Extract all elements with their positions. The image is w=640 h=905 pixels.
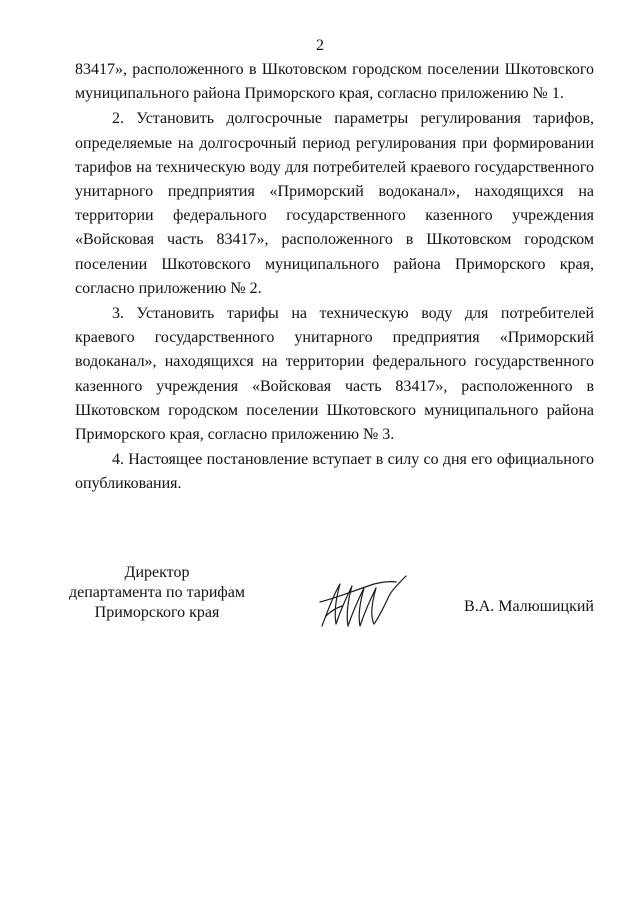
page-number: 2 — [316, 37, 324, 54]
paragraph-4: 4. Настоящее постановление вступает в силу со дня его официального опубликования. — [75, 451, 594, 493]
paragraph-1-continuation: 83417», расположенного в Шкотовском городском поселении Шкотовского муниципального района Приморского края, согласно приложению № 1. — [75, 61, 594, 103]
signatory-title-line: департамента по тарифам — [68, 584, 246, 601]
signatory-title — [62, 563, 252, 623]
signatory-title-line: Директор — [124, 564, 190, 581]
handwritten-signature — [316, 572, 408, 632]
signatory-name: В.А. Малюшицкий — [464, 598, 594, 615]
paragraph-3: 3. Установить тарифы на техническую воду для потребителей краевого государственного унитарного предприятия «Приморский водоканал», находящихся на территории федерального государственного казенного учреждения «Войсковая часть 83417», расположенного в Шкотовском городском поселении Шкотовского муниципального района Приморского края, согласно приложению № 3. — [75, 305, 594, 444]
document-body — [75, 58, 594, 497]
paragraph-2: 2. Установить долгосрочные параметры регулирования тарифов, определяемые на долгосрочный период регулирования при формировании тарифов на техническую воду для потребителей краевого государственного унитарного предприятия «Приморский водоканал», находящихся на территории федерального государственного казенного учреждения «Войсковая часть 83417», расположенного в Шкотовском городском поселении Шкотовского муниципального района Приморского края, согласно приложению № 2. — [75, 110, 594, 297]
signatory-title-line: Приморского края — [94, 604, 220, 621]
